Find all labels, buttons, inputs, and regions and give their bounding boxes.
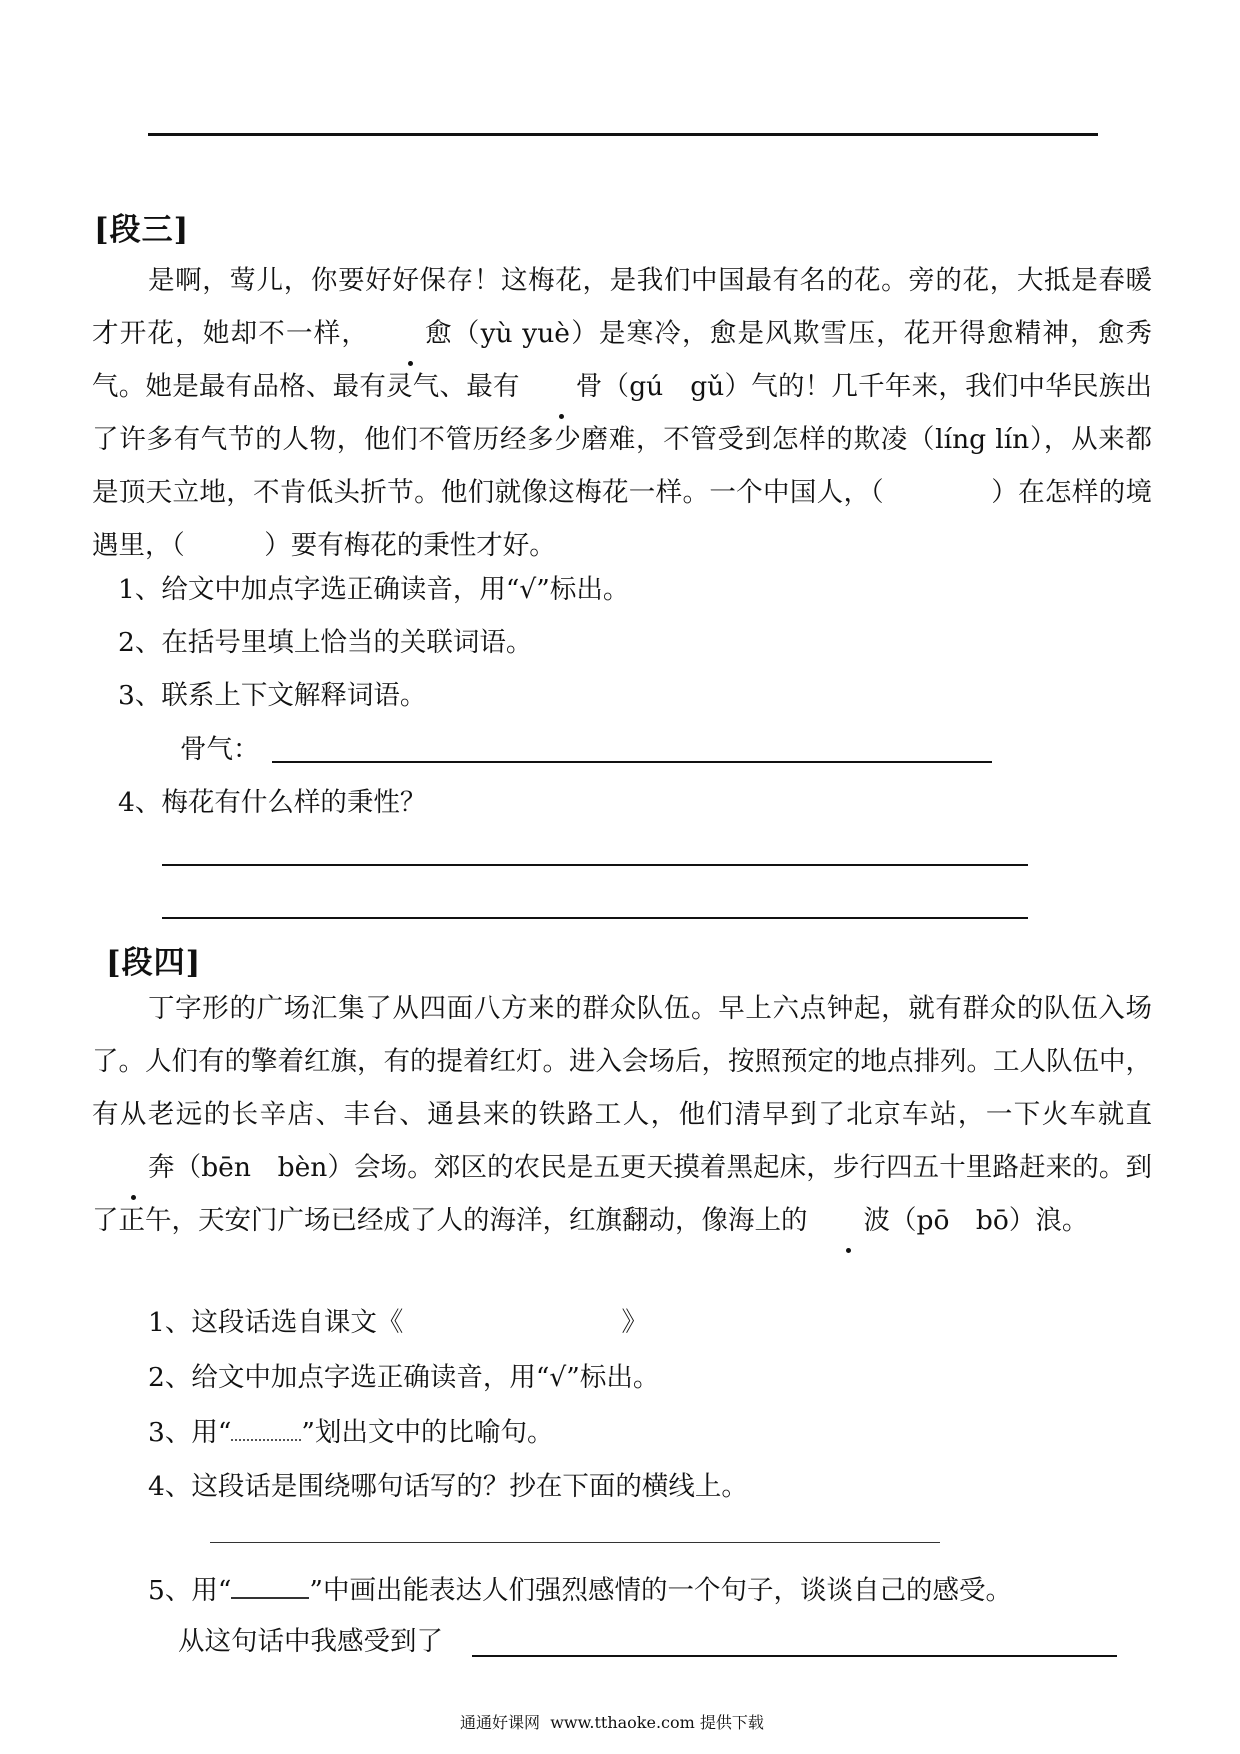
passage-text: （bēn bèn）会场。郊区的农民是五更天摸着黑起床，步行四五十里路赶来的。到了正午，天安门广场已经成了人的海洋，红旗翻动，像海上的	[92, 1152, 1152, 1236]
answer-line-q4[interactable]	[210, 1542, 940, 1543]
footer	[460, 1710, 764, 1733]
section-4-question-1	[148, 1306, 648, 1340]
question-text: 3、用“	[148, 1417, 232, 1448]
passage-text: 是啊，莺儿，你要好好保存！这梅花，是我们中国最有名的花。旁的花，大抵是春暖才开花，她却不一样，	[92, 265, 1152, 349]
section-3-term-label: 骨气：	[180, 734, 260, 765]
footer-suffix: 提供下载	[699, 1713, 764, 1732]
dotted-character: 骨	[520, 360, 603, 413]
footer-site-name: 通通好课网	[460, 1713, 541, 1732]
section-4-heading: [段四]	[106, 945, 202, 981]
question-text: 》	[621, 1307, 648, 1338]
passage-text: （pō bō）浪。	[890, 1205, 1089, 1236]
section-4-question-4: 4、这段话是围绕哪句话写的？抄在下面的横线上。	[148, 1471, 748, 1502]
section-3-question-1: 1、给文中加点字选正确读音，用“√”标出。	[118, 574, 630, 605]
answer-line-feeling[interactable]	[472, 1655, 1117, 1657]
wavy-line-sample	[231, 1421, 301, 1441]
question-text: 5、用“	[148, 1575, 232, 1606]
question-text: ”中画出能表达人们强烈感情的一个句子，谈谈自己的感受。	[309, 1575, 1012, 1606]
section-3-question-4: 4、梅花有什么样的秉性？	[118, 787, 427, 818]
answer-line-top[interactable]	[148, 133, 1098, 136]
answer-line-q4-2[interactable]	[162, 917, 1028, 919]
answer-line-term[interactable]	[272, 761, 992, 763]
section-3-heading: [段三]	[94, 212, 190, 248]
underline-sample	[231, 1579, 309, 1599]
dotted-character: 愈	[369, 307, 452, 360]
section-4-passage	[92, 982, 1152, 1247]
passage-text: 丁字形的广场汇集了从四面八方来的群众队伍。早上六点钟起，就有群众的队伍入场了。人们有的擎着红旗，有的提着红灯。进入会场后，按照预定的地点排列。工人队伍中，有从老远的长辛店、丰台、通县来的铁路工人，他们清早到了北京车站，一下火车就直	[92, 993, 1152, 1130]
passage-text: （yù yuè）是寒冷，愈是风欺雪压，花开得愈精神，愈秀气。她是最有品格、最有灵气、最有	[92, 318, 1153, 402]
dotted-character: 波	[808, 1194, 891, 1247]
dotted-character: 奔	[92, 1141, 175, 1194]
question-text: ”划出文中的比喻句。	[301, 1417, 554, 1448]
answer-line-q4-1[interactable]	[162, 864, 1028, 866]
section-4-feeling-prompt: 从这句话中我感受到了	[178, 1626, 443, 1657]
passage-text: （gú gǔ）气的！几千年来，我们中华民族出了许多有气节的人物，他们不管历经多少磨难，不管受到怎样的欺凌（líng lín），从来都是顶天立地，不肯低头折节。他们就像这梅花一样。一个中国人，（ ）在怎样的境遇里，（ ）要有梅花的秉性才好。	[92, 371, 1152, 561]
section-4-question-5	[148, 1574, 1012, 1608]
footer-url[interactable]: www.tthaoke.com	[550, 1713, 695, 1732]
section-4-question-2: 2、给文中加点字选正确读音，用“√”标出。	[148, 1362, 660, 1393]
section-3-question-3: 3、联系上下文解释词语。	[118, 680, 427, 711]
section-3-passage	[92, 254, 1152, 572]
question-text: 1、这段话选自课文《	[148, 1307, 404, 1338]
section-3-question-2: 2、在括号里填上恰当的关联词语。	[118, 627, 533, 658]
section-4-question-3	[148, 1416, 553, 1450]
